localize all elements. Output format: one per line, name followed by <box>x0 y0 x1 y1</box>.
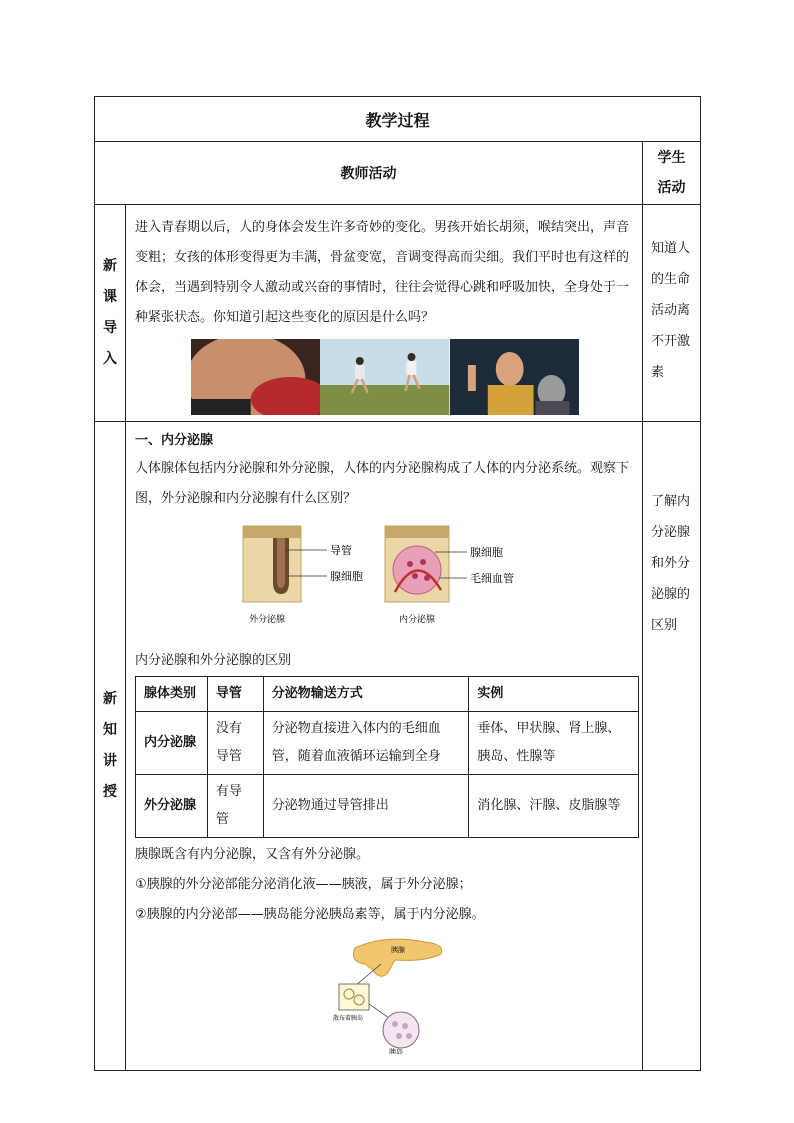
exocrine-cell-label: 腺细胞 <box>330 570 363 583</box>
gland-comparison-table <box>135 676 639 838</box>
table-row: 腺体类别 导管 分泌物输送方式 实例 <box>136 677 639 712</box>
boy-neck-photo <box>191 339 320 415</box>
teaching-process-table <box>94 96 701 1071</box>
lesson-content <box>126 422 643 1071</box>
table-row: 内分泌腺 没有导管 分泌物直接进入体内的毛细血管，随着血液循环运输到全身 垂体、甲状腺、肾上腺、胰岛、性腺等 <box>136 712 639 775</box>
gland-diagram <box>235 520 535 630</box>
intro-content <box>126 205 643 422</box>
section-title: 一、内分泌腺 <box>135 433 214 448</box>
intro-photos <box>191 339 579 415</box>
endocrine-caption: 内分泌腺 <box>399 615 436 625</box>
lesson-paragraph-2: 胰腺既含有内分泌腺，又含有外分泌腺。 <box>135 847 370 862</box>
student-activity-header: 学生 活动 <box>643 142 701 205</box>
islet-label: 胰岛 <box>389 1048 403 1054</box>
lesson-paragraph-1: 人体腺体包括内分泌腺和外分泌腺，人体的内分泌腺构成了人体的内分泌系统。观察下图，外分泌腺和内分泌腺有什么区别？ <box>135 461 630 506</box>
lesson-page <box>94 96 700 1071</box>
endocrine-capillary-label: 毛细血管 <box>470 572 514 585</box>
lesson-paragraph-4: ②胰腺的内分泌部——胰岛能分泌胰岛素等，属于内分泌腺。 <box>135 907 485 922</box>
table-row: 外分泌腺 有导管 分泌物通过导管排出 消化腺、汗腺、皮脂腺等 <box>136 775 639 838</box>
exocrine-caption: 外分泌腺 <box>249 615 286 625</box>
intro-student-activity: 知道人 的生命 活动离 不开激 素 <box>643 205 701 422</box>
intro-side-label: 新 课 导 入 <box>95 205 126 422</box>
lesson-side-label: 新 知 讲 授 <box>95 422 126 1071</box>
table-title: 教学过程 <box>95 97 701 142</box>
teacher-activity-header: 教师活动 <box>95 142 643 205</box>
girls-running-photo <box>320 339 449 415</box>
endocrine-cell-label: 腺细胞 <box>470 546 503 559</box>
athlete-cheering-photo <box>450 339 579 415</box>
lesson-paragraph-3: ①胰腺的外分泌部能分泌消化液——胰液，属于外分泌腺； <box>135 877 472 892</box>
pancreas-label: 胰腺 <box>391 946 405 954</box>
pancreas-diagram <box>325 934 465 1054</box>
table-caption: 内分泌腺和外分泌腺的区别 <box>135 653 292 668</box>
exocrine-duct-label: 导管 <box>330 544 352 557</box>
islet-scatter-label: 散布着胰岛 <box>333 1015 364 1022</box>
lesson-student-activity: 了解内 分泌腺 和外分 泌腺的 区别 <box>643 422 701 1071</box>
intro-text: 进入青春期以后，人的身体会发生许多奇妙的变化。男孩开始长胡须，喉结突出，声音变粗；女孩的体形变得更为丰满，骨盆变宽，音调变得高而尖细。我们平时也有这样的体会，当遇到特别令人激动或兴奋的事情时，往往会觉得心跳和呼吸加快，全身处于一种紧张状态。你知道引起这些变化的原因是什么吗？ <box>135 220 630 325</box>
